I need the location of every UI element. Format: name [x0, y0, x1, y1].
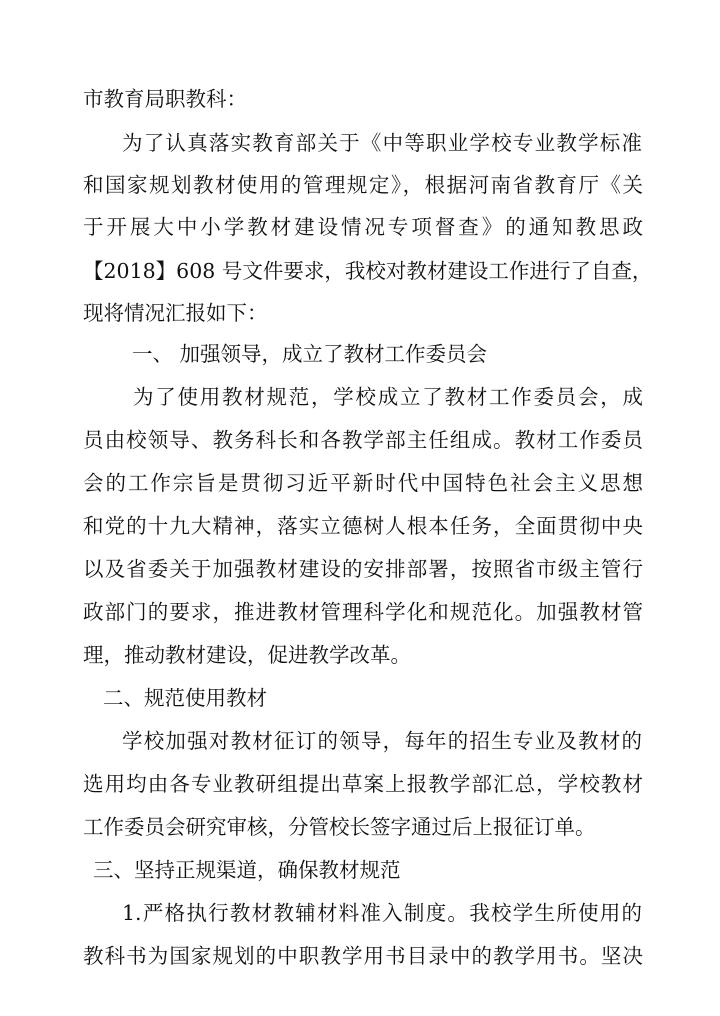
section-heading-2: 二、规范使用教材	[103, 686, 267, 710]
section2-line-2: 选用均由各专业教研组提出草案上报教学部汇总，学校教材	[83, 772, 643, 796]
intro-line-5: 现将情况汇报如下：	[83, 301, 268, 325]
intro-line-4: 【2018】608 号文件要求，我校对教材建设工作进行了自查，	[83, 259, 653, 283]
section1-line-5: 以及省委关于加强教材建设的安排部署，按照省市级主管行	[83, 557, 643, 581]
section-heading-1: 一、 加强领导，成立了教材工作委员会	[132, 342, 488, 366]
section1-line-4: 和党的十九大精神，落实立德树人根本任务，全面贯彻中央	[83, 514, 643, 538]
section-heading-3: 三、坚持正规渠道，确保教材规范	[93, 858, 401, 882]
section3-line-2: 教科书为国家规划的中职教学用书目录中的教学用书。坚决	[83, 944, 643, 968]
intro-line-2: 和国家规划教材使用的管理规定》，根据河南省教育厅《关	[83, 173, 643, 197]
intro-line-1: 为了认真落实教育部关于《中等职业学校专业教学标准	[122, 131, 642, 155]
section1-line-2: 员由校领导、教务科长和各教学部主任组成。教材工作委员	[83, 428, 643, 452]
section1-line-6: 政部门的要求，推进教材管理科学化和规范化。加强教材管	[83, 600, 643, 624]
section1-line-1: 为了使用教材规范，学校成立了教材工作委员会，成	[133, 385, 643, 409]
intro-line-3: 于开展大中小学教材建设情况专项督查》的通知教思政	[83, 215, 643, 239]
section1-line-7: 理，推动教材建设，促进教学改革。	[83, 643, 411, 667]
section3-line-1: 1.严格执行教材教辅材料准入制度。我校学生所使用的	[122, 901, 642, 925]
section2-line-1: 学校加强对教材征订的领导，每年的招生专业及教材的	[122, 729, 642, 753]
section2-line-3: 工作委员会研究审核，分管校长签字通过后上报征订单。	[83, 815, 596, 839]
section1-line-3: 会的工作宗旨是贯彻习近平新时代中国特色社会主义思想	[83, 471, 643, 495]
salutation: 市教育局职教科：	[83, 87, 247, 111]
